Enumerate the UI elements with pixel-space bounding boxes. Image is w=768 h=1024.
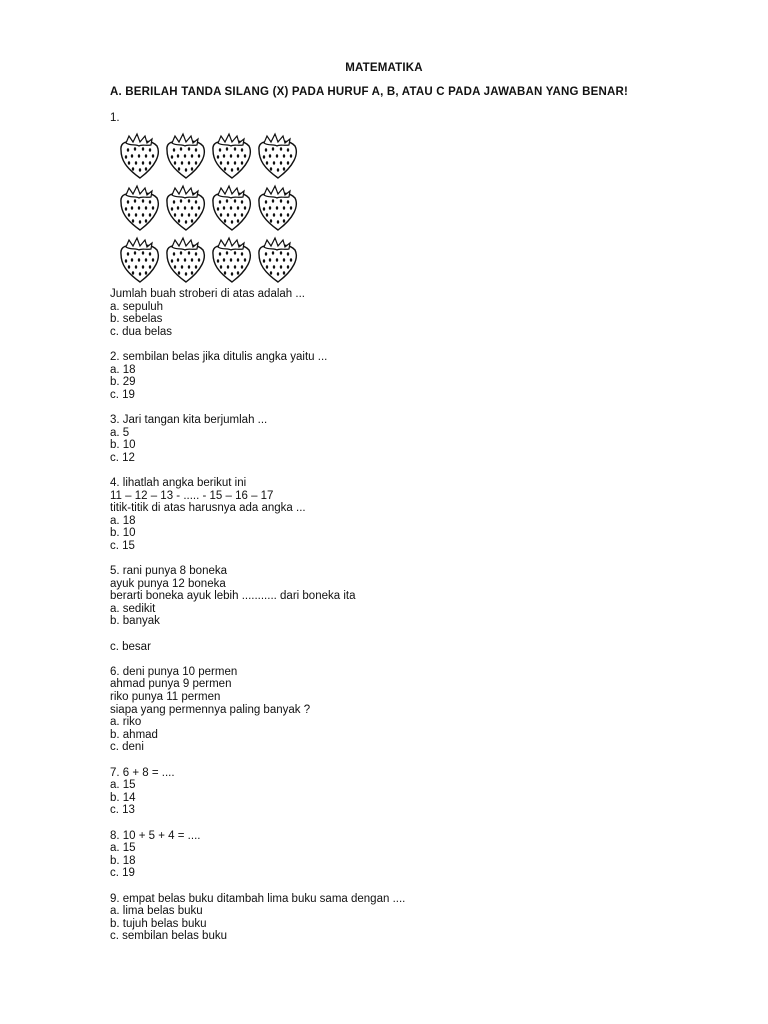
text-line: 9. empat belas buku ditambah lima buku sama dengan .... — [110, 892, 406, 905]
text-line: a. riko — [110, 716, 142, 729]
strawberry-icon — [167, 238, 204, 282]
strawberry-icon — [121, 186, 158, 230]
strawberry-grid — [116, 130, 306, 285]
question-text-block — [110, 288, 710, 943]
text-line: a. 15 — [110, 779, 136, 792]
strawberry-icon — [121, 134, 158, 178]
text-line: 4. lihatlah angka berikut ini — [110, 476, 247, 489]
text-line: b. 29 — [110, 376, 136, 389]
text-line: a. sepuluh — [110, 300, 164, 313]
section-instruction: A. BERILAH TANDA SILANG (X) PADA HURUF A, B, ATAU C PADA JAWABAN YANG BENAR! — [110, 86, 629, 98]
text-line: 6. deni punya 10 permen — [110, 665, 238, 678]
spacer — [110, 754, 710, 767]
spacer — [110, 464, 710, 477]
text-line: siapa yang permennya paling banyak ? — [110, 703, 311, 716]
text-line: c. 19 — [110, 867, 135, 880]
text-line: b. 10 — [110, 439, 136, 452]
spacer — [110, 628, 710, 641]
strawberry-icon — [213, 238, 250, 282]
text-line: a. 18 — [110, 514, 136, 527]
text-line: c. 15 — [110, 539, 135, 552]
strawberry-icon — [259, 238, 296, 282]
text-line: c. 13 — [110, 804, 135, 817]
text-line: c. 12 — [110, 451, 135, 464]
text-line: c. 19 — [110, 388, 135, 401]
text-line: a. lima belas buku — [110, 905, 203, 918]
text-line: b. tujuh belas buku — [110, 917, 207, 930]
spacer — [110, 653, 710, 666]
spacer — [110, 338, 710, 351]
text-line: c. sembilan belas buku — [110, 930, 227, 943]
text-line: berarti boneka ayuk lebih ........... dari boneka ita — [110, 590, 356, 603]
text-line: 5. rani punya 8 boneka — [110, 565, 228, 578]
text-line: b. banyak — [110, 615, 160, 628]
text-line: b. 10 — [110, 527, 136, 540]
text-line: titik-titik di atas harusnya ada angka ... — [110, 502, 306, 515]
strawberry-icon — [259, 134, 296, 178]
text-line: b. 14 — [110, 791, 136, 804]
spacer — [110, 880, 710, 893]
strawberry-icon — [213, 186, 250, 230]
text-line: b. 18 — [110, 854, 136, 867]
text-line: a. 15 — [110, 842, 136, 855]
text-line: Jumlah buah stroberi di atas adalah ... — [110, 288, 305, 300]
text-line: a. 18 — [110, 363, 136, 376]
text-line: c. deni — [110, 741, 144, 754]
text-line: 3. Jari tangan kita berjumlah ... — [110, 413, 268, 426]
text-line: b. ahmad — [110, 728, 158, 741]
strawberry-icon — [167, 186, 204, 230]
text-line: b. sebelas — [110, 313, 163, 326]
text-line: 8. 10 + 5 + 4 = .... — [110, 829, 201, 842]
text-line: a. 5 — [110, 426, 130, 439]
strawberry-icon — [259, 186, 296, 230]
question-1-number: 1. — [110, 112, 120, 124]
text-line: a. sedikit — [110, 602, 156, 615]
text-line: 11 – 12 – 13 - ..... - 15 – 16 – 17 — [110, 489, 274, 502]
spacer — [110, 552, 710, 565]
text-line: 2. sembilan belas jika ditulis angka yaitu ... — [110, 350, 328, 363]
strawberry-icon — [121, 238, 158, 282]
page-title: MATEMATIKA — [345, 62, 423, 74]
text-line: c. besar — [110, 640, 151, 653]
strawberry-icon — [167, 134, 204, 178]
spacer — [110, 401, 710, 414]
text-line: ahmad punya 9 permen — [110, 678, 232, 691]
text-line: 7. 6 + 8 = .... — [110, 766, 175, 779]
text-line: ayuk punya 12 boneka — [110, 577, 226, 590]
strawberry-icon — [213, 134, 250, 178]
text-line: riko punya 11 permen — [110, 691, 221, 703]
text-line: c. dua belas — [110, 325, 173, 338]
spacer — [110, 817, 710, 830]
